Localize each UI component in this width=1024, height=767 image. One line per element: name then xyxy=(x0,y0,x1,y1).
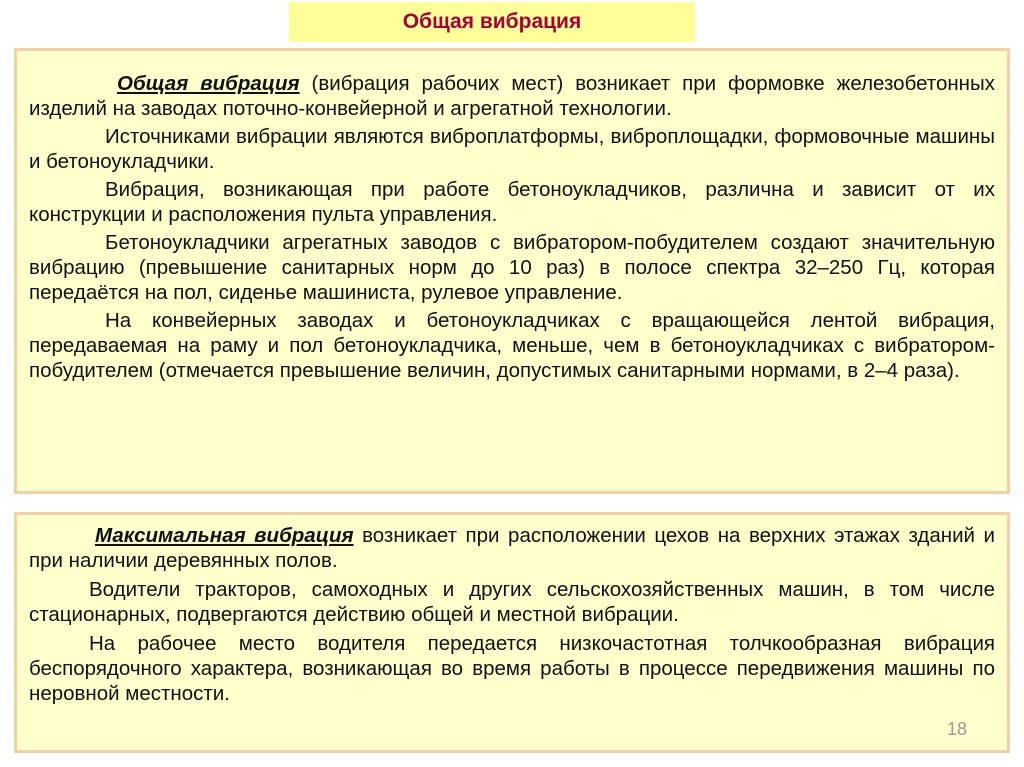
paragraph-3: Вибрация, возникающая при работе бетоноукладчиков, различна и зависит от их конструкции и расположения пульта управления. xyxy=(29,178,995,226)
paragraph-6-text: возникает при расположении цехов на верхних этажах зданий и при наличии деревянных полов. xyxy=(29,524,995,572)
term-general-vibration: Общая вибрация xyxy=(117,72,300,95)
paragraph-4: Бетоноукладчики агрегатных заводов с вибратором-побудителем создают значительную вибрацию (превышение санитарных норм до 10 раз) в полосе спектра 32–250 Гц, которая передаётся на пол, сиденье машиниста, рулевое управление. xyxy=(29,231,995,304)
paragraph-2: Источниками вибрации являются виброплатформы, виброплощадки, формовочные машины и бетоноукладчики. xyxy=(29,125,995,173)
slide-number: 18 xyxy=(946,719,967,739)
paragraph-8: На рабочее место водителя передается низкочастотная толчкообразная вибрация беспорядочного характера, возникающая во время работы в процессе передвижения машины по неровной местности. xyxy=(29,632,995,705)
term-max-vibration: Максимальная вибрация xyxy=(95,524,354,547)
max-vibration-panel xyxy=(14,512,1010,753)
paragraph-1-text: (вибрация рабочих мест) возникает при формовке железобетонных изделий на заводах поточно-конвейерной и агрегатной технологии. xyxy=(29,72,995,120)
paragraph-5: На конвейерных заводах и бетоноукладчиках с вращающейся лентой вибрация, передаваемая на раму и пол бетоноукладчика, меньше, чем в бетоноукладчиках с вибратором-побудителем (отмечается превышение величин, допустимых санитарными нормами, в 2–4 раза). xyxy=(29,309,995,382)
general-vibration-panel xyxy=(14,48,1010,494)
slide-title-box xyxy=(289,2,695,42)
slide-title: Общая вибрация xyxy=(402,10,582,33)
paragraph-6 xyxy=(29,523,995,573)
paragraph-7: Водители тракторов, самоходных и других сельскохозяйственных машин, в том числе стационарных, подвергаются действию общей и местной вибрации. xyxy=(29,578,995,626)
paragraph-1 xyxy=(29,71,995,121)
